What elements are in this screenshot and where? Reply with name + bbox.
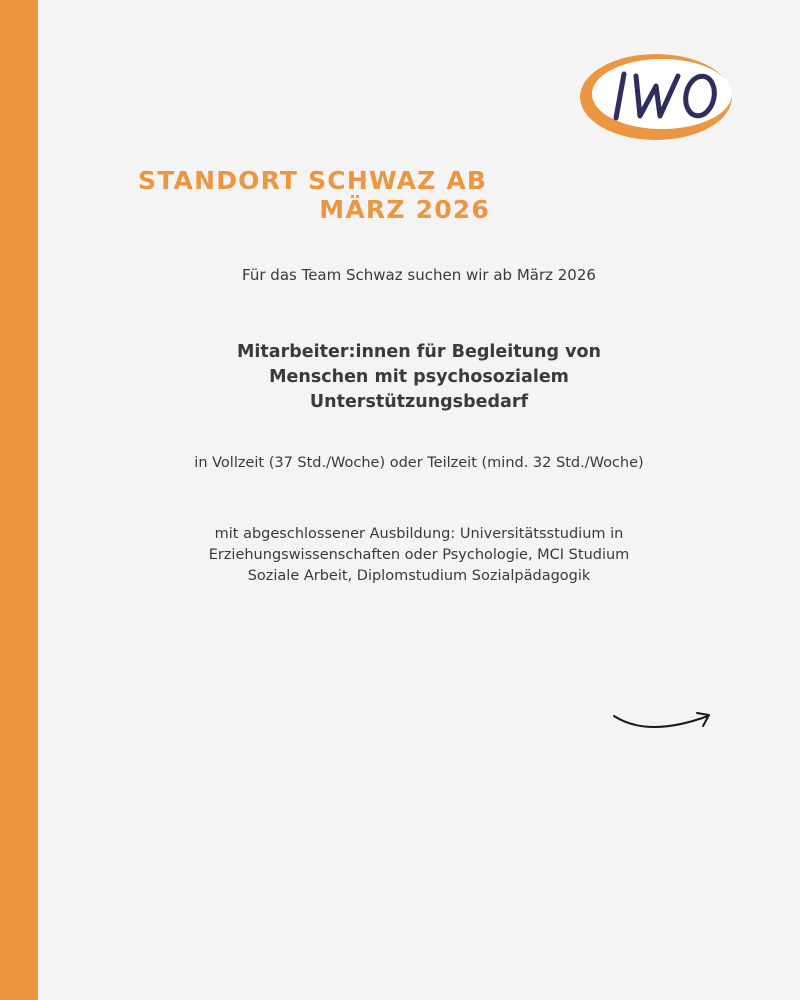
accent-sidebar — [0, 0, 38, 1000]
arrow-right-icon-graphic — [608, 704, 718, 740]
requirements-line-1: mit abgeschlossener Ausbildung: Universitätsstudium in — [214, 526, 624, 542]
requirements-line-2: Erziehungswissenschaften oder Psychologie, MCI Studium — [208, 547, 630, 563]
iwo-logo-graphic — [578, 52, 734, 144]
position-title — [38, 340, 800, 415]
position-title-line-1: Mitarbeiter:innen für Begleitung von — [237, 342, 601, 362]
arrow-right-icon[interactable] — [608, 704, 718, 740]
intro-text: Für das Team Schwaz suchen wir ab März 2026 — [242, 266, 596, 284]
position-title-line-2: Menschen mit psychosozialem — [269, 367, 569, 387]
headline-line-2: MÄRZ 2026 — [319, 195, 490, 224]
position-title-line-3: Unterstützungsbedarf — [309, 392, 529, 412]
headline-line-1: STANDORT SCHWAZ AB — [138, 166, 488, 195]
iwo-logo — [578, 52, 734, 144]
requirements — [38, 524, 800, 587]
working-hours: in Vollzeit (37 Std./Woche) oder Teilzeit (mind. 32 Std./Woche) — [194, 455, 644, 471]
requirements-line-3: Soziale Arbeit, Diplomstudium Sozialpädagogik — [247, 568, 591, 584]
headline — [138, 166, 490, 224]
